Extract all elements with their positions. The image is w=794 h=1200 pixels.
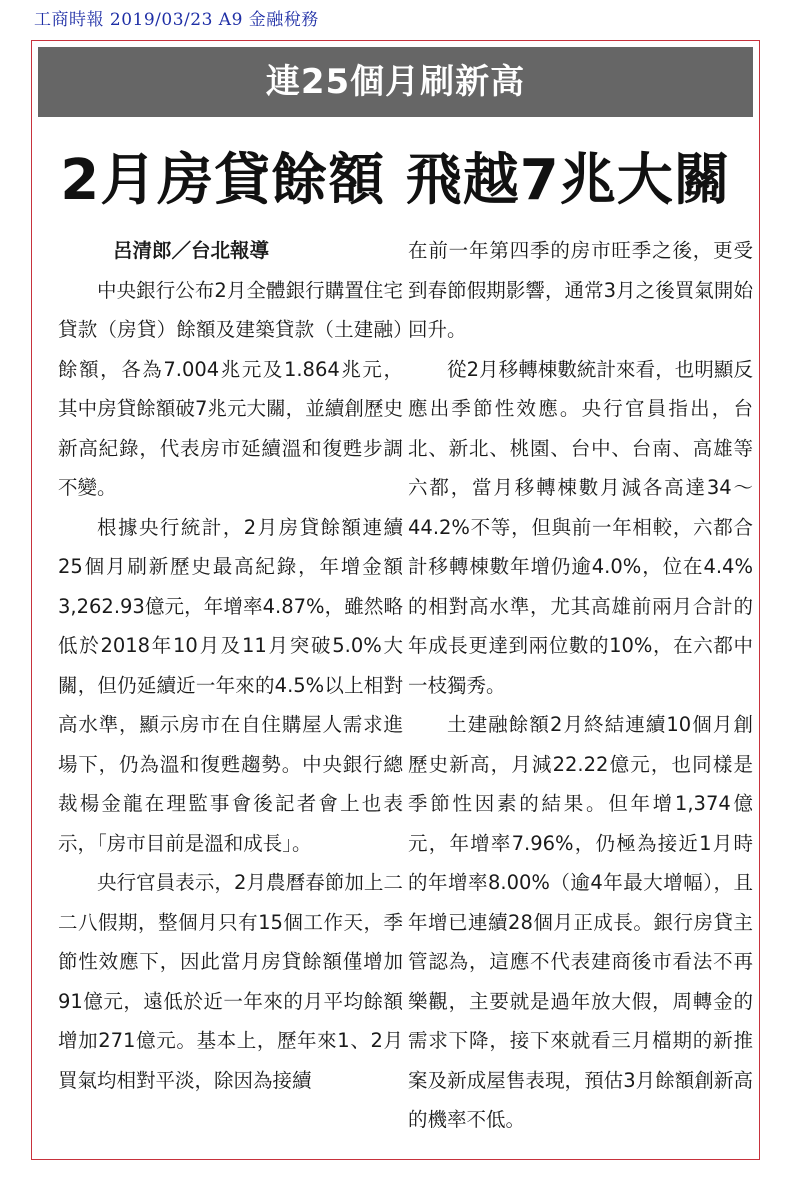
- kicker-banner: 連25個月刷新高: [38, 47, 753, 117]
- byline: 呂清郎／台北報導: [113, 239, 270, 262]
- paragraph: 根據央行統計，2月房貸餘額連續25個月刷新歷史最高紀錄，年增金額3,262.93億元，年增率4.87%，雖然略低於2018年10月及11月突破5.0%大關，但仍延續近一年來的4.5%以上相對高水準，顯示房市在自住購屋人需求進場下，仍為溫和復甦趨勢。中央銀行總裁楊金龍在理監事會後記者會上也表示，「房市目前是溫和成長」。: [58, 515, 403, 855]
- paragraph: 央行官員表示，2月農曆春節加上二二八假期，整個月只有15個工作天，季節性效應下，因此當月房貸餘額僅增加91億元，遠低於近一年來的月平均餘額增加271億元。基本上，歷年來1、2月買氣均相對平淡，除因為接續: [58, 871, 403, 1092]
- right-column: [408, 231, 753, 1140]
- paragraph: 從2月移轉棟數統計來看，也明顯反應出季節性效應。央行官員指出，台北、新北、桃園、台中、台南、高雄等六都，當月移轉棟數月減各高達34～44.2%不等，但與前一年相較，六都合計移轉棟數年增仍逾4.0%，位在4.4%的相對高水準，尤其高雄前兩月合計的年成長更達到兩位數的10%，在六都中一枝獨秀。: [408, 357, 753, 697]
- article-frame: [31, 40, 760, 1160]
- paragraph: 土建融餘額2月終結連續10個月創歷史新高，月減22.22億元，也同樣是季節性因素的結果。但年增1,374億元，年增率7.96%，仍極為接近1月時的年增率8.00%（逾4年最大增幅），且年增已連續28個月正成長。銀行房貸主管認為，這應不代表建商後市看法不再樂觀，主要就是過年放大假，周轉金的需求下降，接下來就看三月檔期的新推案及新成屋售表現，預估3月餘額創新高的機率不低。: [408, 713, 753, 1131]
- left-column: [58, 231, 403, 1100]
- paragraph: 中央銀行公布2月全體銀行購置住宅貸款（房貸）餘額及建築貸款（土建融）餘額，各為7.004兆元及1.864兆元，其中房貸餘額破7兆元大關，並續創歷史新高紀錄，代表房市延續溫和復甦步調不變。: [58, 278, 403, 499]
- headline: 2月房貸餘額 飛越7兆大關: [60, 148, 731, 213]
- source-line: 工商時報 2019/03/23 A9 金融稅務: [34, 10, 319, 30]
- paragraph-continued: 在前一年第四季的房市旺季之後，更受到春節假期影響，通常3月之後買氣開始回升。: [408, 239, 753, 341]
